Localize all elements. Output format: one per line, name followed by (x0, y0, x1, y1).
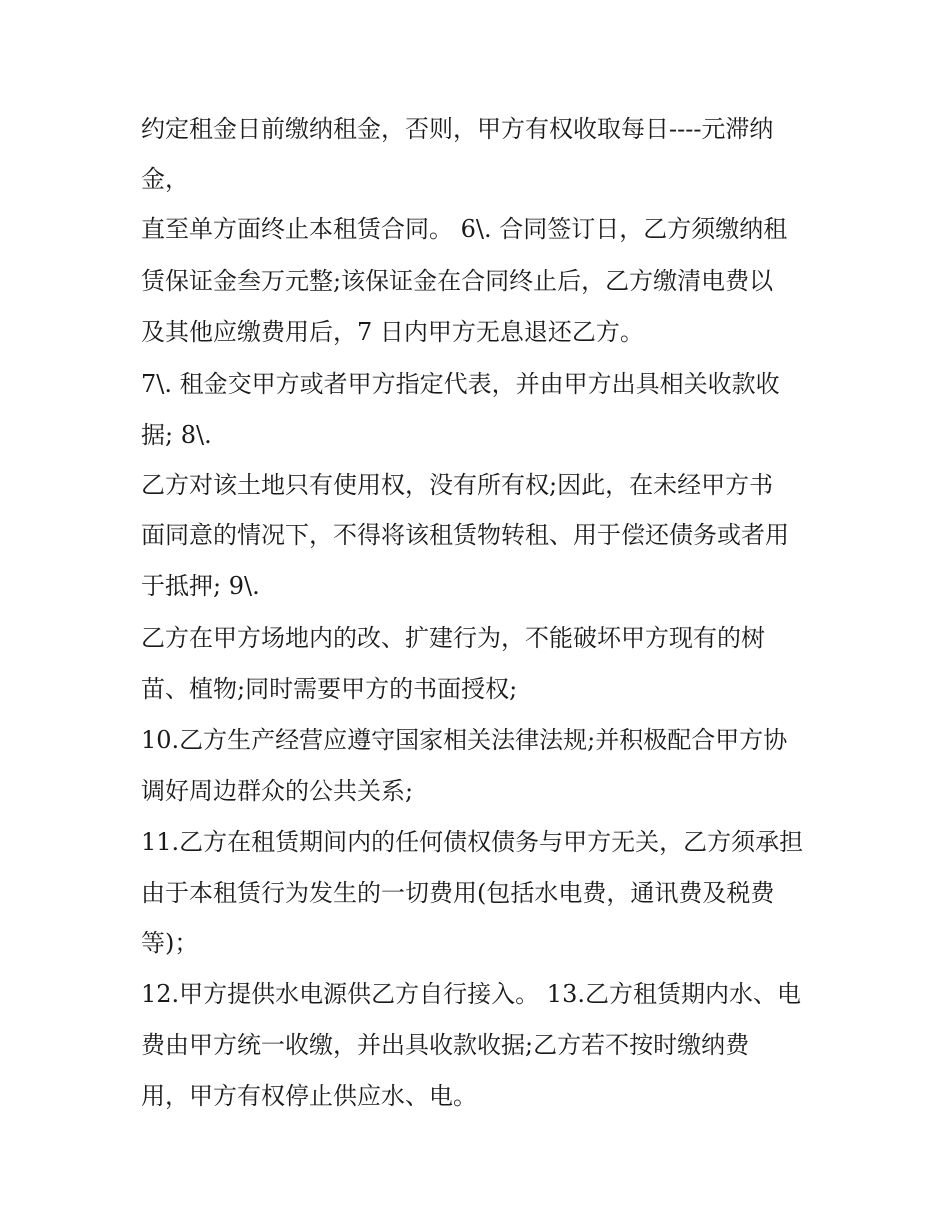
text-line: 11.乙方在租赁期间内的任何债权债务与甲方无关，乙方须承担 (141, 828, 804, 856)
text-line: 于抵押; 9\. (141, 572, 260, 600)
text-line: 苗、植物;同时需要甲方的书面授权; (141, 675, 518, 703)
text-line: 乙方在甲方场地内的改、扩建行为，不能破坏甲方现有的树 (141, 624, 765, 652)
text-line: 据; 8\. (141, 421, 212, 449)
text-line: 及其他应缴费用后，7 日内甲方无息退还乙方。 (141, 318, 644, 346)
text-line: 面同意的情况下，不得将该租赁物转租、用于偿还债务或者用 (141, 521, 789, 549)
text-line: 12.甲方提供水电源供乙方自行接入。 13.乙方租赁期内水、电 (141, 980, 801, 1008)
text-line: 等)； (141, 929, 199, 957)
text-line: 赁保证金叁万元整;该保证金在合同终止后，乙方缴清电费以 (141, 267, 774, 295)
text-line: 用，甲方有权停止供应水、电。 (141, 1082, 477, 1110)
text-line: 调好周边群众的公共关系; (141, 777, 414, 805)
text-line: 金， (141, 165, 189, 193)
text-line: 由于本租赁行为发生的一切费用(包括水电费，通讯费及税费 (141, 879, 775, 907)
text-line: 费由甲方统一收缴，并出具收款收据;乙方若不按时缴纳费 (141, 1031, 750, 1059)
text-line: 乙方对该土地只有使用权，没有所有权;因此，在未经甲方书 (141, 471, 774, 499)
text-line: 10.乙方生产经营应遵守国家相关法律法规;并积极配合甲方协 (141, 726, 788, 754)
text-line: 直至单方面终止本租赁合同。 6\. 合同签订日，乙方须缴纳租 (141, 215, 788, 243)
text-line: 约定租金日前缴纳租金，否则，甲方有权收取每日----元滞纳 (141, 115, 774, 143)
text-line: 7\. 租金交甲方或者甲方指定代表，并由甲方出具相关收款收 (141, 370, 780, 398)
